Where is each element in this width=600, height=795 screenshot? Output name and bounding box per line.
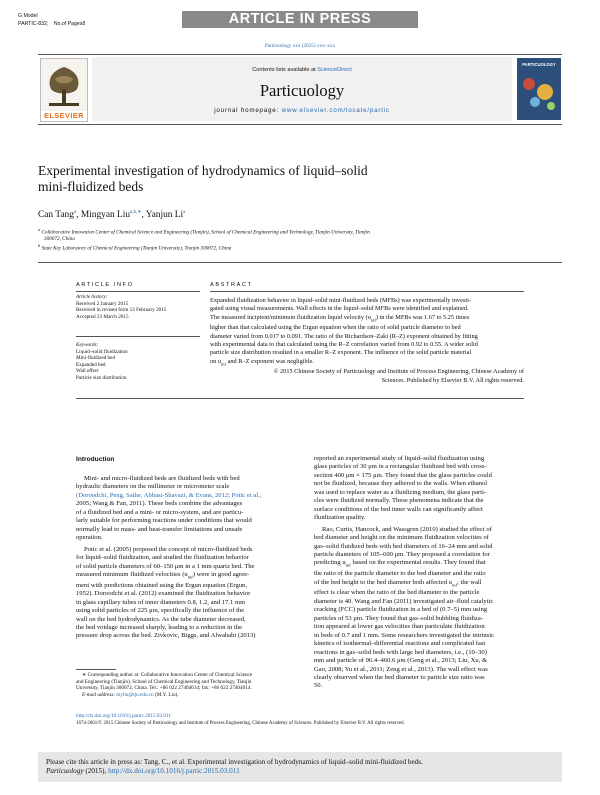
please-cite-box (38, 752, 562, 782)
author-list: Can Tang$^a$, Mingyan Liu$^{a,b,∗}$, Yanjun Li$^a$ (38, 210, 186, 221)
affiliations (38, 227, 568, 252)
abstract-bottom-rule (76, 398, 524, 399)
abstract-text: Expanded fluidization behavior in liquid–solid mini-fluidized beds (MFBs) was experimentally investi- gated using visual measurements. Wall effects in the liquid–solid MFBs were identified and explained. The measured incipient/minimum fluidization liquid velocity $(u_{mf})$ in the MFBs was 1.67 to 5.25 times higher than that calculated using the Ergun equation when the ratio of solid particle diameter to bed diameter varied from 0.017 to 0.091. The ratio of the Richardson–Zaki (R–Z) exponent obtained by fitting with experimental data to that calculated using the R–Z correlation varied from 0.92 to 0.55. A wider solid particle size distribution resulted in a smaller R–Z exponent. The influence of the solid particle material on $u_{mf}$ and R–Z exponent was negligible. © 2015 Chinese Society of Particuology and Institute of Process Engineering, Chinese Academy of Sciences. Published by Elsevier B.V. All rights reserved. (210, 297, 524, 384)
affiliation-line: $^b$ State Key Laboratory of Chemical Engineering (Tianjin University), Tianjin 300072, China (38, 242, 232, 252)
email-link[interactable]: myliu@tju.edu.cn (116, 691, 154, 698)
history-received: Received 2 January 2015 (76, 300, 129, 307)
elsevier-tree-icon (41, 59, 87, 111)
abstract-heading: ABSTRACT (210, 282, 253, 288)
keyword-item: Mini-fluidized bed (76, 355, 116, 362)
title-rule (38, 262, 562, 263)
keywords-label: Keywords: (76, 342, 99, 348)
affiliation-line: $^a$ Collaborative Innovation Center of Chemical Science and Engineering (Tianjin), School of Chemical Engineering and Technology, Tianjin University, Tianjin (38, 227, 370, 236)
history-accepted: Accepted 23 March 2015 (76, 313, 129, 320)
elsevier-wordmark: ELSEVIER (44, 111, 84, 120)
article-ref-code: PARTIC-832; (18, 21, 49, 27)
sciencedirect-link[interactable]: ScienceDirect (317, 67, 352, 73)
please-cite-text: Please cite this article in press as: Tang, C., et al. Experimental investigation of hydrodynamics of liquid–solid mini-fluidized beds. Particuology (2015), http://dx.doi.org/10.1016/j.partic.2015.03.011 (46, 758, 423, 775)
intro-heading: Introduction (76, 456, 115, 463)
article-ref (18, 21, 85, 28)
article-info-heading: ARTICLE INFO (76, 282, 134, 288)
article-history (76, 294, 166, 320)
model-label: G Model (18, 13, 38, 19)
article-in-press-banner: ARTICLE IN PRESS (182, 11, 418, 28)
journal-name: Particuology (259, 81, 345, 100)
cite-doi-link[interactable]: http://dx.doi.org/10.1016/j.partic.2015.03.011 (108, 767, 240, 775)
author-name[interactable]: Yanjun Li (145, 210, 184, 221)
history-revised: Received in revised form 13 February 2015 (76, 307, 167, 314)
keyword-item: Liquid–solid fluidization (76, 348, 128, 355)
footnote-rule (76, 669, 116, 670)
journal-title-block (92, 57, 512, 121)
citation-link[interactable]: (Doroodchi, Peng, Sathe, Abbasi-Shavazi, & Evans, 2012; Potic et al., (76, 491, 262, 499)
citation-top[interactable]: Particuology xxx (2015) xxx–xxx (264, 43, 336, 49)
affiliation-line: 300072, China (44, 236, 75, 243)
intro-column-1: Mini- and micro-fluidized beds are fluidized beds with bed hydraulic diameters on the millimeter or micrometer scale (Doroodchi, Peng, Sathe, Abbasi-Shavazi, & Evans, 2012; Potic et al., 2005; Wang & Fan, 2011). These beds combine the advantages of a fluidized bed and a mini- or micro-system, and are particu- larly suitable for performing reactions under conditions that would normally lead to mass- and heat-transfer limitations and unsafe operation. Potic et al. (2005) proposed the concept of micro-fluidized beds for liquid–solid fluidization, and studied the fluidization behavior of solid particle diameters of 60–150 μm in a 1 mm quartz bed. The measured minimum fluidized velocities $(u_{mf})$ were in good agree- ment with predictions obtained using the Ergun equation (Ergun, 1952). Doroodchi et al. (2012) examined the fluidization behavior in glass capillary tubes of inner diameters 0.8, 1.2, and 17.1 mm using solid particles of 225 μm, specifically the influence of the wall on the bed hydrodynamics. As the tube diameter decreased, the bed voidage increased sharply, leading to a reduction in the pressure drop across the bed. Zivkovic, Biggs, and Alwahabi (2013) (76, 475, 298, 641)
elsevier-logo (40, 58, 88, 122)
article-info-rule (76, 291, 200, 292)
copyright-line: © 2015 Chinese Society of Particuology and Institute of Process Engineering, Chinese Academy of (273, 368, 524, 376)
cover-art-icon (517, 70, 561, 116)
masthead-rule-bottom (38, 124, 562, 125)
doi-link[interactable]: http://dx.doi.org/10.1016/j.partic.2015.03.011 (76, 713, 171, 719)
abstract-rule (210, 291, 524, 292)
copyright-line: Sciences. Published by Elsevier B.V. All rights reserved. (381, 376, 524, 384)
keyword-item: Expanded bed (76, 361, 106, 368)
author-name[interactable]: Can Tang (38, 210, 74, 221)
journal-homepage: journal homepage: www.elsevier.com/locate/partic (214, 107, 390, 114)
masthead-rule-top (38, 54, 562, 55)
rights-statement: 1674-2001/© 2015 Chinese Society of Particuology and Institute of Process Engineering, Chinese Academy of Sciences. Published by Elsevier B.V. All rights reserved. (76, 721, 405, 726)
author-name[interactable]: Mingyan Liu (80, 210, 131, 221)
cover-word: PARTICUOLOGY (522, 62, 556, 67)
journal-cover-thumbnail (517, 58, 561, 120)
intro-column-2: reported an experimental study of liquid–solid fluidization using glass particles of 30 μm in a rectangular fluidized bed with cross- section 400 μm × 175 μm. They found that the glass particles could not be fluidized, because they adhered to the walls. When ethanol was used to replace water as a fluidizing medium, the glass parti- cles were fluidized normally. These phenomena indicate that the surface conditions of the bed inner walls can significantly affect fluidization quality. Rao, Curtis, Hancock, and Wassgren (2010) studied the effect of bed diameter and height on the minimum fluidization velocities of gas–solid fluidized beds with bed diameters of 16–24 mm and solid particle diameters of 105–600 μm. They proposed a correlation for predicting $u_{mf}$ based on the experimental results. They found that the ratio of the particle diameter to the bed diameter and the ratio of the bed height to the bed diameter both affected $u_{mf}$; the wall effect is clear when the ratio of the bed diameter to the particle diameter is 40. Wang and Fan (2011) investigated air–fluid catalytic cracking (FCC) particle fluidization in a bed of (0.7–5) mm using particles of 53 μm. They found that gas–solid bubbling fluidiza- tion appeared at lower gas velocities than particulate fluidization in beds of 0.7 and 1 mm. Some researchers investigated the intrinsic kinetics of isothermal–differential reactions and complicated fast reactions in gas–solid beds with large bed diameters, i.e., (10–30) mm and particle of 96.4–460.6 μm (Geng et al., 2013; Liu, Xu, & Gao, 2008; Yu et al., 2011; Zeng et al., 2013). The wall effect was clearly observed when the bed diameter to particle size ratio was 50. (314, 455, 495, 690)
keywords-block (76, 342, 128, 382)
contents-available: Contents lists available at ScienceDirect (252, 67, 352, 73)
keyword-item: Particle size distribution (76, 374, 127, 381)
keywords-rule (76, 336, 200, 337)
history-label: Article history: (76, 294, 108, 300)
homepage-link[interactable]: www.elsevier.com/locate/partic (281, 107, 390, 114)
page-count: No.of Pages8 (53, 21, 86, 27)
corresponding-author-footnote: ∗ Corresponding author at: Collaborative Innovation Center of Chemical Science and Engineering (Tianjin), School of Chemical Engineering and Technology, Tianjin University, Tianjin 300072, China. Tel.: +86 022 27404614; fax: +86 022 27404614. E-mail address: myliu@tju.edu.cn (M.Y. Liu). (76, 672, 253, 698)
keyword-item: Wall effect (76, 368, 99, 375)
article-title: Experimental investigation of hydrodynamics of liquid–solid mini-fluidized beds (38, 163, 368, 194)
